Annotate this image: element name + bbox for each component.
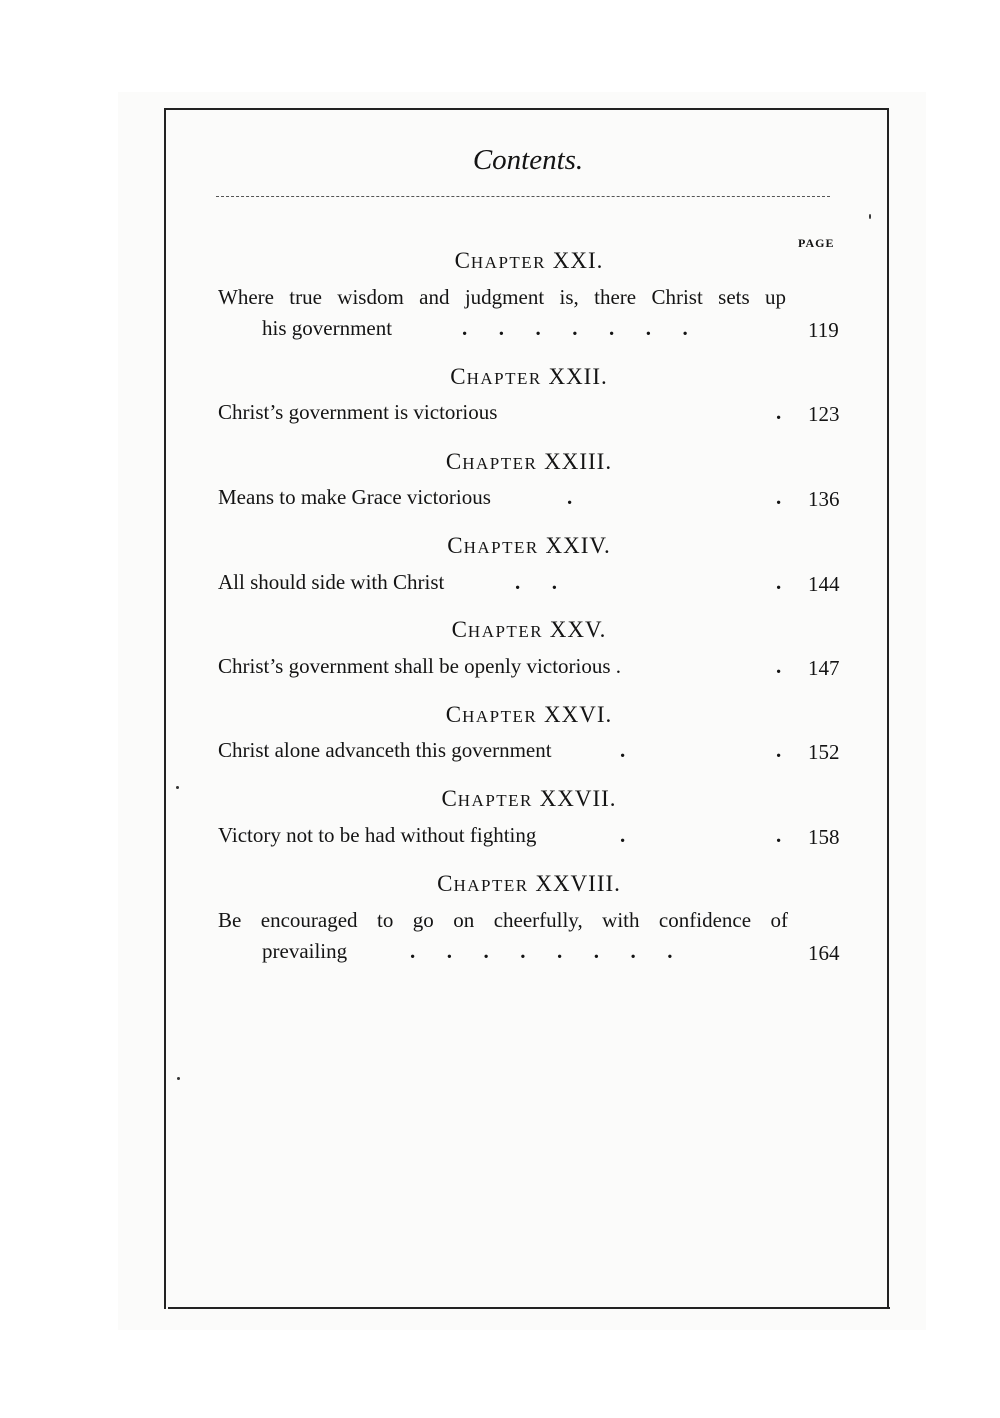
chapter-title: Means to make Grace victorious [218, 485, 491, 509]
leader-dots: . . [515, 570, 557, 594]
chapter-title-continued: prevailing [262, 939, 348, 963]
leader-dots: . . . . . . . . [410, 939, 673, 963]
leader-dots: . [776, 570, 782, 594]
page-number: 136 [808, 487, 840, 511]
page-number: 123 [808, 402, 840, 426]
page-column-heading: PAGE [798, 236, 835, 250]
scan-speck [176, 786, 179, 789]
page-number: 147 [808, 656, 840, 680]
chapter-title: Where true wisdom and judgment is, there Christ sets up [218, 285, 786, 309]
chapter-heading: CHAPTER XXIV. [447, 533, 611, 558]
chapter-heading: CHAPTER XXVII. [441, 786, 617, 811]
leader-dots: . [776, 823, 782, 847]
frame-bottom-rule [168, 1307, 890, 1309]
leader-dots: . [776, 400, 782, 424]
leader-dots: . [620, 738, 626, 762]
leader-dots: . [567, 485, 573, 509]
page-number: 119 [808, 318, 839, 342]
leader-dots: . . . . . . . [462, 316, 688, 340]
page-number: 152 [808, 740, 840, 764]
chapter-heading: CHAPTER XXVI. [445, 702, 613, 727]
page-number: 144 [808, 572, 840, 596]
chapter-title-continued: his government [262, 316, 393, 340]
scan-speck [869, 214, 871, 219]
contents-title: Contents. [472, 144, 584, 176]
chapter-title: Victory not to be had without fighting [218, 823, 537, 847]
title-divider [216, 196, 830, 197]
frame-top-rule [164, 108, 889, 110]
leader-dots: . [776, 738, 782, 762]
chapter-heading: CHAPTER XXII. [450, 364, 608, 389]
page-number: 164 [808, 941, 840, 965]
scan-speck [177, 1077, 180, 1080]
chapter-title: Christ’s government is victorious [218, 400, 498, 424]
chapter-title: Be encouraged to go on cheerfully, with confidence of [218, 908, 788, 932]
chapter-title: Christ’s government shall be openly victorious . [218, 654, 622, 678]
chapter-heading: CHAPTER XXV. [451, 617, 607, 642]
chapter-heading: CHAPTER XXI. [454, 248, 604, 273]
page-number: 158 [808, 825, 840, 849]
chapter-title: All should side with Christ [218, 570, 445, 594]
chapter-heading: CHAPTER XXVIII. [437, 871, 621, 896]
chapter-heading: CHAPTER XXIII. [445, 449, 613, 474]
leader-dots: . [776, 485, 782, 509]
chapter-title: Christ alone advanceth this government [218, 738, 552, 762]
leader-dots: . [620, 823, 626, 847]
leader-dots: . [776, 654, 782, 678]
